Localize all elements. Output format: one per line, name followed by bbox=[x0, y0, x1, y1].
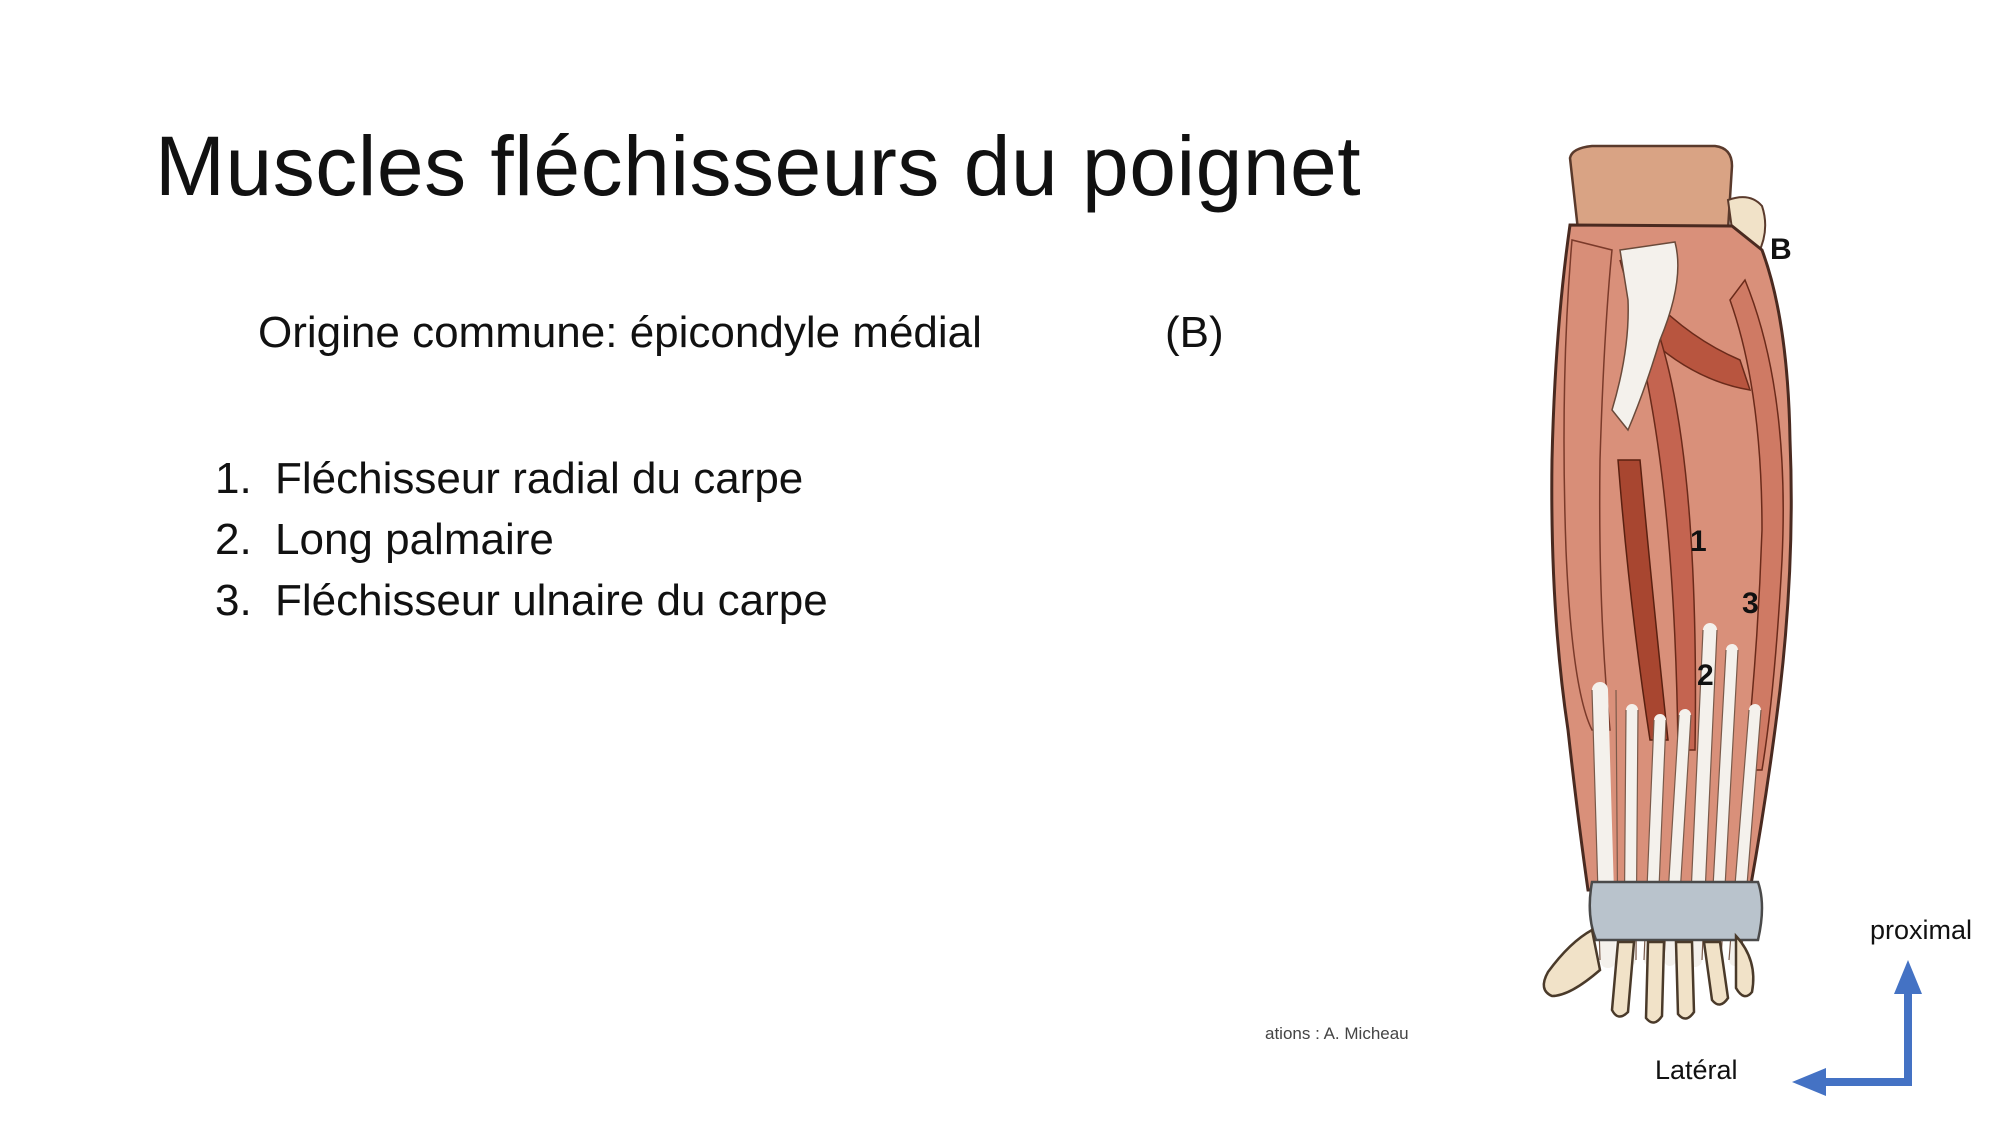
proximal-label: proximal bbox=[1870, 915, 1973, 945]
list-item bbox=[215, 570, 828, 631]
muscle-name: Long palmaire bbox=[275, 515, 554, 564]
thumb bbox=[1544, 930, 1600, 996]
illustration-credit: ations : A. Micheau bbox=[1265, 1024, 1409, 1043]
label-b: B bbox=[1770, 233, 1792, 266]
orientation-arrows bbox=[1790, 958, 1950, 1096]
arrow-lateral-icon bbox=[1792, 1068, 1912, 1096]
finger bbox=[1676, 942, 1694, 1019]
label-3: 3 bbox=[1742, 587, 1759, 620]
label-1: 1 bbox=[1690, 525, 1707, 558]
label-2: 2 bbox=[1697, 659, 1714, 692]
origin-reference: (B) bbox=[1165, 308, 1224, 357]
arrow-proximal-icon bbox=[1894, 960, 1922, 1085]
list-item bbox=[215, 448, 828, 509]
list-item bbox=[215, 509, 828, 570]
list-number: 2. bbox=[215, 515, 252, 564]
finger bbox=[1704, 942, 1728, 1005]
muscle-list bbox=[215, 448, 828, 631]
list-number: 1. bbox=[215, 454, 252, 503]
muscle-name: Fléchisseur ulnaire du carpe bbox=[275, 576, 828, 625]
slide-title: Muscles fléchisseurs du poignet bbox=[155, 119, 1362, 213]
origin-text: Origine commune: épicondyle médial bbox=[258, 308, 982, 357]
lateral-label: Latéral bbox=[1655, 1055, 1738, 1085]
list-number: 3. bbox=[215, 576, 252, 625]
finger bbox=[1646, 942, 1664, 1023]
flexor-retinaculum bbox=[1590, 882, 1762, 940]
muscle-name: Fléchisseur radial du carpe bbox=[275, 454, 804, 503]
palm-edge bbox=[1736, 936, 1753, 996]
